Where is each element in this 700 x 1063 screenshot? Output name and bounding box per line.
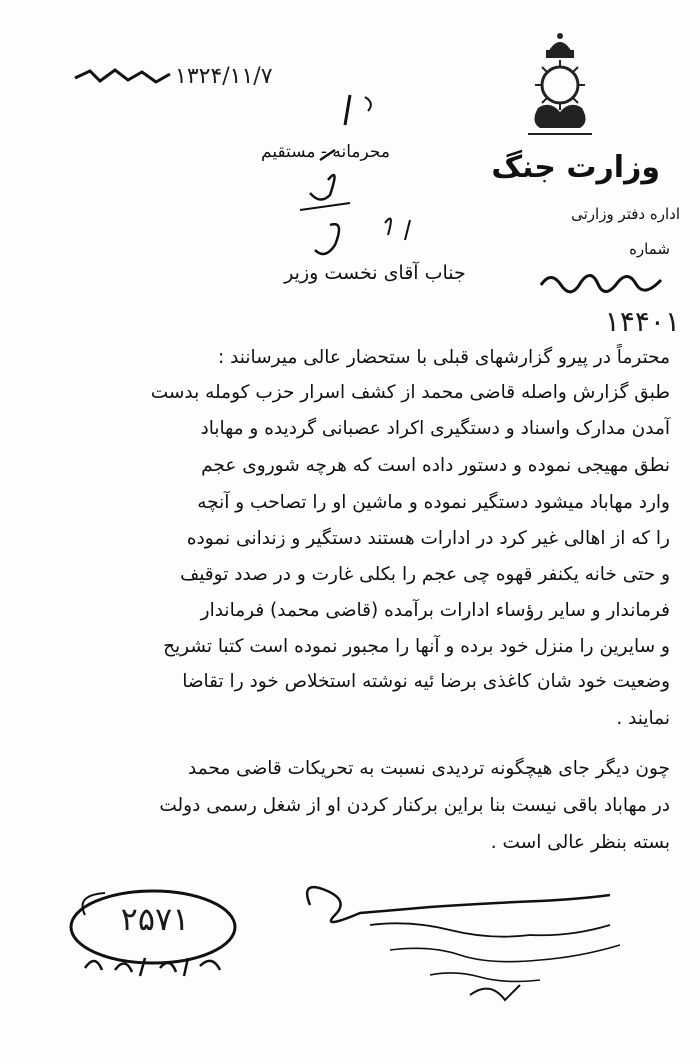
body-line: در مهاباد باقی نیست بنا براین برکنار کردن او از شغل رسمی دولت: [159, 795, 670, 816]
office-reference-label: اداره دفتر وزارتی: [571, 205, 680, 223]
body-line: طبق گزارش واصله قاضی محمد از کشف اسرار حزب کومله بدست: [150, 382, 670, 403]
body-line: را که از اهالی غیر کرد در ادارات هستند دستگیر و زندانی نموده: [186, 528, 670, 549]
letter-number: ۱۴۴۰۱: [604, 305, 680, 338]
body-line: چون دیگر جای هیچگونه تردیدی نسبت به تحریکات قاضی محمد: [188, 758, 670, 779]
handwritten-marginal-notes: [300, 85, 440, 265]
body-line: محترماً در پیرو گزارشهای قبلی با ستحضار عالی میرسانند :: [217, 347, 670, 368]
letter-date: ۱۳۲۴/۱۱/۷: [175, 64, 273, 89]
body-line: و سایرین را منزل خود برده و آنها را مجبور نموده است کتبا تشریح: [163, 636, 670, 657]
body-line: و حتی خانه یکنفر قهوه چی عجم را بکلی غارت و در صدد توقیف: [180, 564, 670, 585]
body-line: فرماندار و سایر رؤساء ادارات برآمده (قاضی محمد) فرماندار: [200, 600, 670, 621]
body-line: نطق مهیجی نموده و دستور داده است که هرچه شوروی عجم: [201, 455, 670, 476]
body-line: نمایند .: [616, 708, 670, 729]
body-line: بسته بنظر عالی است .: [490, 832, 670, 853]
ministry-name: وزارت جنگ: [491, 150, 660, 185]
stamp-date-scribble: [80, 948, 230, 983]
number-label: شماره: [629, 240, 670, 258]
classification-marking: محرمانه - مستقیم: [261, 142, 390, 162]
addressee-line: جناب آقای نخست وزیر: [284, 262, 466, 284]
handwritten-number-scribble: [536, 260, 666, 300]
lion-and-sun-emblem-icon: [520, 30, 600, 140]
stamp-number: ۲۵۷۱: [120, 900, 190, 938]
body-line: وضعیت خود شان کاغذی برضا ئیه نوشته استخلاص خود را تقاضا: [182, 671, 670, 692]
body-line: وارد مهاباد میشود دستگیر نموده و ماشین او را تصاحب و آنچه: [197, 492, 670, 513]
body-line: آمدن مدارک واسناد و دستگیری اکراد عصبانی گردیده و مهاباد: [200, 418, 670, 439]
signature: [280, 875, 640, 1015]
